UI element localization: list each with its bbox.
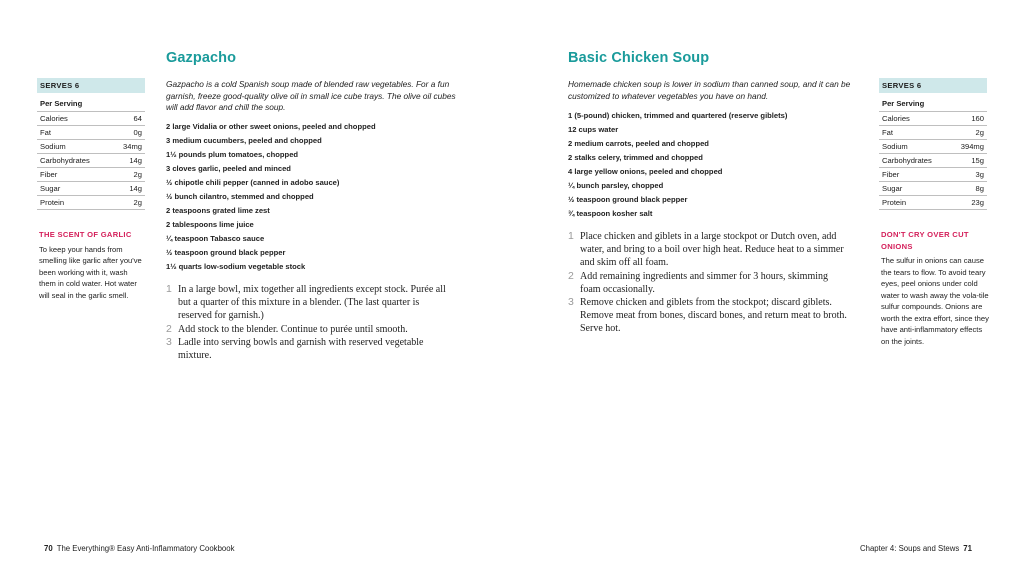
nutrition-label: Protein	[40, 198, 65, 207]
ingredient-item: 2 stalks celery, trimmed and chopped	[568, 153, 703, 162]
step-number: 2	[568, 269, 574, 282]
nutrition-value: 14g	[129, 184, 142, 193]
nutrition-row	[879, 196, 987, 210]
nutrition-row	[879, 126, 987, 140]
nutrition-row	[37, 196, 145, 210]
step-number: 3	[568, 296, 574, 309]
recipe-title: Gazpacho	[166, 50, 237, 66]
recipe-intro: Homemade chicken soup is lower in sodium than canned soup, and it can be customized to whatever vegetables you have on hand.	[568, 79, 851, 101]
nutrition-label: Fat	[40, 128, 51, 137]
nutrition-label: Fiber	[882, 170, 900, 179]
page-footer	[860, 544, 976, 553]
nutrition-value: 8g	[975, 184, 984, 193]
step-text: Place chicken and giblets in a large stockpot or Dutch oven, add water, and bring to a boil over high heat. Reduce heat to a simmer and skim off all foam.	[580, 231, 844, 269]
ingredient-list	[166, 120, 376, 274]
ingredient-item: 2 large Vidalia or other sweet onions, peeled and chopped	[166, 122, 376, 131]
nutrition-row	[37, 154, 145, 168]
nutrition-label: Carbohydrates	[882, 156, 932, 165]
nutrition-row	[879, 168, 987, 182]
tip-box	[881, 229, 989, 347]
page-number: 71	[963, 544, 972, 553]
nutrition-value: 0g	[133, 128, 142, 137]
nutrition-label: Calories	[882, 114, 910, 123]
ingredient-item: 12 cups water	[568, 125, 619, 134]
ingredient-list	[568, 109, 787, 221]
book-title: The Everything® Easy Anti-Inflammatory Cookbook	[56, 544, 235, 553]
nutrition-row	[879, 112, 987, 126]
nutrition-label: Protein	[882, 198, 907, 207]
nutrition-value: 2g	[133, 170, 142, 179]
step-list	[568, 230, 850, 336]
ingredient-item: ¾ teaspoon kosher salt	[568, 209, 653, 218]
tip-body: To keep your hands from smelling like garlic after you've been working with it, wash them in cold water. Hot water will seal in the garlic smell.	[39, 244, 142, 300]
serves-label: SERVES 6	[879, 78, 987, 93]
tip-box	[39, 229, 145, 301]
nutrition-value: 14g	[129, 156, 142, 165]
ingredient-item: ½ teaspoon ground black pepper	[568, 195, 688, 204]
nutrition-row	[879, 154, 987, 168]
nutrition-label: Calories	[40, 114, 68, 123]
nutrition-value: 64	[133, 114, 142, 123]
ingredient-item: 3 cloves garlic, peeled and minced	[166, 164, 291, 173]
step-number: 2	[166, 322, 172, 335]
ingredient-item: ½ chipotle chili pepper (canned in adobo sauce)	[166, 178, 340, 187]
ingredient-item: 1½ quarts low-sodium vegetable stock	[166, 262, 306, 271]
step-list	[166, 283, 448, 362]
ingredient-item: 1 (5-pound) chicken, trimmed and quartered (reserve giblets)	[568, 111, 788, 120]
nutrition-rows	[879, 112, 987, 210]
nutrition-value: 394mg	[960, 142, 984, 151]
step-number: 1	[166, 283, 172, 295]
ingredient-item: 1½ pounds plum tomatoes, chopped	[166, 150, 299, 159]
nutrition-row	[879, 182, 987, 196]
nutrition-value: 2g	[975, 128, 984, 137]
nutrition-value: 160	[971, 114, 984, 123]
per-serving-label: Per Serving	[37, 93, 145, 112]
chapter-title: Chapter 4: Soups and Stews	[860, 544, 960, 553]
nutrition-row	[37, 126, 145, 140]
nutrition-row	[879, 140, 987, 154]
tip-body: The sulfur in onions can cause the tears to flow. To avoid teary eyes, peel onions under cold water to wash away the vola-tile sulfur compounds. Onions are worth the extra effort, since they have anti-inflammatory effects on the joints.	[881, 256, 989, 346]
tip-heading: THE SCENT OF GARLIC	[39, 230, 132, 239]
step-item	[568, 296, 850, 336]
step-number: 1	[568, 230, 574, 242]
ingredient-item: 2 tablespoons lime juice	[166, 220, 254, 229]
ingredient-item: ½ bunch cilantro, stemmed and chopped	[166, 192, 314, 201]
step-item	[568, 270, 850, 296]
tip-heading: DON'T CRY OVER CUT ONIONS	[881, 230, 969, 251]
nutrition-value: 34mg	[123, 142, 142, 151]
nutrition-row	[37, 112, 145, 126]
per-serving-label: Per Serving	[879, 93, 987, 112]
ingredient-item: 2 medium carrots, peeled and chopped	[568, 139, 709, 148]
nutrition-value: 2g	[133, 198, 142, 207]
step-item	[166, 336, 448, 362]
nutrition-row	[37, 140, 145, 154]
nutrition-box	[37, 78, 145, 210]
nutrition-value: 15g	[971, 156, 984, 165]
ingredient-item: ¼ bunch parsley, chopped	[568, 181, 664, 190]
nutrition-label: Sodium	[882, 142, 908, 151]
step-number: 3	[166, 335, 172, 348]
nutrition-label: Fat	[882, 128, 893, 137]
step-text: In a large bowl, mix together all ingredients except stock. Purée all but a quarter of this mixture in a blender. (The last quarter is reserved for garnish.)	[178, 284, 446, 322]
nutrition-label: Carbohydrates	[40, 156, 90, 165]
step-text: Ladle into serving bowls and garnish with reserved vegetable mixture.	[178, 336, 424, 362]
ingredient-item: ¼ teaspoon Tabasco sauce	[166, 234, 265, 243]
ingredient-item: 4 large yellow onions, peeled and chopped	[568, 167, 723, 176]
nutrition-rows	[37, 112, 145, 210]
nutrition-label: Sugar	[882, 184, 903, 193]
step-item	[568, 230, 850, 270]
ingredient-item: 3 medium cucumbers, peeled and chopped	[166, 136, 322, 145]
nutrition-box	[879, 78, 987, 210]
nutrition-label: Sodium	[40, 142, 66, 151]
right-page	[512, 0, 1024, 576]
step-item	[166, 283, 448, 323]
nutrition-label: Sugar	[40, 184, 61, 193]
step-item	[166, 323, 448, 336]
nutrition-row	[37, 182, 145, 196]
step-text: Add remaining ingredients and simmer for 3 hours, skimming foam occasionally.	[580, 270, 829, 295]
nutrition-value: 23g	[971, 198, 984, 207]
recipe-title: Basic Chicken Soup	[568, 50, 710, 66]
nutrition-value: 3g	[975, 170, 984, 179]
ingredient-item: 2 teaspoons grated lime zest	[166, 206, 270, 215]
page-number: 70	[44, 544, 53, 553]
nutrition-label: Fiber	[40, 170, 58, 179]
recipe-intro: Gazpacho is a cold Spanish soup made of blended raw vegetables. For a fun garnish, freeze good-quality olive oil in small ice cube trays. The olive oil cubes will add flavor and chill the soup.	[166, 79, 456, 113]
page-footer	[40, 544, 234, 553]
ingredient-item: ½ teaspoon ground black pepper	[166, 248, 286, 257]
nutrition-row	[37, 168, 145, 182]
step-text: Remove chicken and giblets from the stockpot; discard giblets. Remove meat from bones, discard bones, and return meat to broth. Serve hot.	[580, 297, 847, 335]
serves-label: SERVES 6	[37, 78, 145, 93]
step-text: Add stock to the blender. Continue to purée until smooth.	[178, 323, 408, 335]
